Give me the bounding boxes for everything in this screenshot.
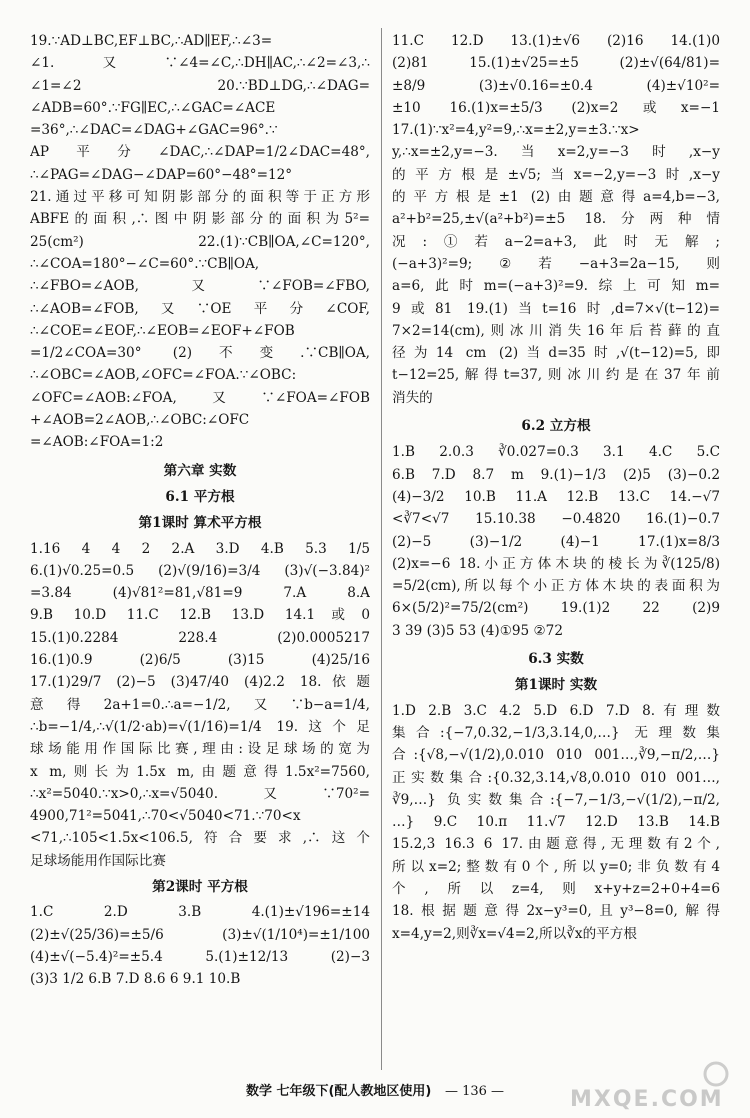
answer-line: 1.16 4 4 2 2.A 3.D 4.B 5.3 1/5 <box>30 540 370 557</box>
answer-line: 合:{√8,−√(1/2),0.010 010 001…,∛9,−π/2,…} <box>392 747 720 764</box>
answer-line: …} 9.C 10.π 11.√7 12.D 13.B 14.B <box>392 814 720 831</box>
answer-line: (3)3 1/2 6.B 7.D 8.6 6 9.1 10.B <box>30 971 241 988</box>
section-title-6-2: 6.2 立方根 <box>521 418 591 435</box>
answer-line: =5/2(cm),所以每个小正方体木块的表面积为 <box>392 578 720 595</box>
lesson-title-6-3: 第1课时 实数 <box>514 677 598 694</box>
answer-line: ∴∠OBC=∠AOB,∠OFC=∠FOA.∵∠OBC: <box>30 367 297 384</box>
answer-line: 17.(1)29/7 (2)−5 (3)47/40 (4)2.2 18.依题 <box>30 674 370 691</box>
answer-line: 球场能用作国际比赛,理由:设足球场的宽为 <box>30 741 370 758</box>
section-title-6-1: 6.1 平方根 <box>165 488 235 505</box>
answer-line: ±10 16.(1)x=±5/3 (2)x=2或x=−1 <box>392 99 720 116</box>
answer-line: ∛9,…} 负实数集合:{−7,−1/3,−√(1/2),−π/2, <box>392 791 720 808</box>
chapter-title: 第六章 实数 <box>163 462 237 479</box>
watermark-logo <box>566 1060 736 1112</box>
answer-line: ∠1.又∵∠4=∠C,∴DH∥AC,∴∠2=∠3,∴ <box>30 55 370 72</box>
answer-line: ∴∠AOB=∠FOB,又∵OE平分∠COF, <box>30 300 370 317</box>
answer-line: ∠1=∠2 20.∵BD⊥DG,∴∠DAG= <box>30 77 370 94</box>
answer-line: 消失的 <box>392 389 433 406</box>
answers-block-f <box>392 700 720 945</box>
answer-line: 9或81 19.(1)当t=16时,d=7×√(t−12)= <box>392 300 720 317</box>
answer-line: (2)−5 (3)−1/2 (4)−1 17.(1)x=8/3 <box>392 533 720 550</box>
answer-line: (−a+3)²=9;②若−a+3=2a−15,则 <box>392 255 720 272</box>
answer-line: (4)−3/2 10.B 11.A 12.B 13.C 14.−√7 <box>392 488 720 505</box>
answer-line: 1.D 2.B 3.C 4.2 5.D 6.D 7.D 8.有理数 <box>392 702 720 719</box>
lesson-title-1: 第1课时 算术平方根 <box>138 515 262 532</box>
answers-block-b <box>30 538 370 872</box>
section-title-6-3: 6.3 实数 <box>528 651 584 668</box>
page-number: — 136 — <box>444 1084 505 1099</box>
answer-line: 19.∵AD⊥BC,EF⊥BC,∴AD∥EF,∴∠3= <box>30 33 273 49</box>
footer-label: 数学 七年级下(配人教地区使用) <box>245 1084 432 1099</box>
left-column <box>30 30 370 990</box>
answer-line: ABFE的面积,∴图中阴影部分的面积为5²= <box>30 211 370 228</box>
answer-line: 17.(1)∵x²=4,y²=9,∴x=±2,y=±3.∵x> <box>392 122 640 139</box>
answer-line: 的平方根是±√5;当x=−2,y=−3时,x−y <box>392 166 720 183</box>
answer-line: 6.B 7.D 8.7 m 9.(1)−1/3 (2)5 (3)−0.2 <box>392 466 720 483</box>
answer-line: t−12=25,解得t=37,则冰川约是在37年前 <box>392 367 720 384</box>
answer-line: 15.(1)0.2284 228.4 (2)0.0005217 <box>30 629 370 646</box>
answer-line: 1.C 2.D 3.B 4.(1)±√196=±14 <box>30 904 370 921</box>
answers-block-a <box>30 30 370 454</box>
answers-block-e <box>392 441 720 642</box>
watermark-icon <box>566 1060 736 1112</box>
answer-line: ±8/9 (3)±√0.16=±0.4 (4)±√10²= <box>392 77 720 94</box>
answer-line: =1/2∠COA=30° (2)不变.∵CB∥OA, <box>30 345 370 362</box>
answer-line: (2)±√(25/36)=±5/6 (3)±√(1/10⁴)=±1/100 <box>30 926 370 943</box>
answer-line: 1.B 2.0.3 ∛0.027=0.3 3.1 4.C 5.C <box>392 444 720 461</box>
column-divider <box>381 28 382 1070</box>
answer-line: +∠AOB=2∠AOB,∴∠OBC:∠OFC <box>30 412 250 429</box>
answer-line: 11.C 12.D 13.(1)±√6 (2)16 14.(1)0 <box>392 33 720 49</box>
answer-line: 6.(1)√0.25=0.5 (2)√(9/16)=3/4 (3)√(−3.84)² <box>30 562 370 579</box>
answer-line: =36°,∴∠DAC=∠DAG+∠GAC=96°.∵ <box>30 122 278 139</box>
answer-line: x m,则长为1.5x m,由题意得1.5x²=7560, <box>30 763 370 780</box>
answer-line: 个,所以z=4,则x+y+z=2+0+4=6 <box>392 880 720 897</box>
answer-line: (2)x=−6 18.小正方体木块的棱长为∛(125/8) <box>392 555 720 572</box>
answer-line: 6×(5/2)²=75/2(cm²) 19.(1)2 22 (2)9 <box>392 600 720 617</box>
answer-line: 足球场能用作国际比赛 <box>30 852 166 869</box>
answer-line: 集合:{−7,0.32,−1/3,3.14,0,…} 无理数集 <box>392 724 720 741</box>
answer-line: ∴x²=5040.∵x>0,∴x=√5040.又∵70²= <box>30 785 370 802</box>
answer-line: ∴b=−1/4,∴√(1/2·ab)=√(1/16)=1/4 19.这个足 <box>30 718 370 735</box>
answer-line: 正实数集合:{0.32,3.14,√8,0.010 010 001…, <box>392 769 720 786</box>
answer-line: 18.根据题意得2x−y³=0,且y³−8=0,解得 <box>392 903 720 920</box>
answer-line: 9.B 10.D 11.C 12.B 13.D 14.1或0 <box>30 607 370 624</box>
answer-line: =3.84 (4)√81²=81,√81=9 7.A 8.A <box>30 585 370 602</box>
answer-line: 所以x=2;整数有0个,所以y=0;非负数有4 <box>392 858 720 875</box>
answer-line: 4900,71²=5041,∴70<√5040<71.∵70<x <box>30 808 301 825</box>
answer-line: AP平分∠DAC,∴∠DAP=1/2∠DAC=48°, <box>30 144 370 161</box>
answer-line: ∴∠COA=180°−∠C=60°.∵CB∥OA, <box>30 255 260 272</box>
answer-line: 3 39 (3)5 53 (4)①95 ②72 <box>392 622 563 639</box>
answer-line: 16.(1)0.9 (2)6/5 (3)15 (4)25/16 <box>30 652 370 669</box>
answer-line: (2)81 15.(1)±√25=±5 (2)±√(64/81)= <box>392 55 720 72</box>
answer-line: 意得2a+1=0.∴a=−1/2,又∵b−a=1/4, <box>30 696 370 713</box>
watermark-text: MXQE.COM <box>570 1087 724 1112</box>
answer-line: 21.通过平移可知阴影部分的面积等于正方形 <box>30 189 370 206</box>
answer-line: 7×2=14(cm),则冰川消失16年后苔藓的直 <box>392 322 720 339</box>
answer-line: ∠OFC=∠AOB:∠FOA,又∵∠FOA=∠FOB <box>30 389 370 406</box>
answer-line: (4)±√(−5.4)²=±5.4 5.(1)±12/13 (2)−3 <box>30 948 370 965</box>
answer-line: ∴∠PAG=∠DAG−∠DAP=60°−48°=12° <box>30 166 293 183</box>
answer-line: y,∴x=±2,y=−3.当x=2,y=−3时,x−y <box>392 144 720 161</box>
answer-line: 况:①若a−2=a+3,此时无解; <box>392 233 720 250</box>
answer-line: 15.2,3 16.3 6 17.由题意得,无理数有2个, <box>392 836 720 853</box>
lesson-title-2: 第2课时 平方根 <box>152 878 248 895</box>
answer-line: <71,∴105<1.5x<106.5,符合要求,∴这个 <box>30 830 370 847</box>
right-column <box>392 30 720 945</box>
answer-line: x=4,y=2,则∛x=√4=2,所以∛x的平方根 <box>392 925 637 942</box>
answer-line: ∴∠FBO=∠AOB,又∵∠FOB=∠FBO, <box>30 278 370 295</box>
answer-line: a=6,此时m=(−a+3)²=9.综上可知m= <box>392 278 720 295</box>
answer-line: <∛7<√7 15.10.38 −0.4820 16.(1)−0.7 <box>392 511 720 528</box>
answers-block-d <box>392 30 720 409</box>
answer-line: =∠AOB:∠FOA=1:2 <box>30 434 164 451</box>
answer-line: ∠ADB=60°.∵FG∥EC,∴∠GAC=∠ACE <box>30 99 276 116</box>
answer-line: 径为14 cm (2)当d=35时,√(t−12)=5,即 <box>392 345 720 362</box>
answer-line: 的平方根是±1 (2)由题意得a=4,b=−3, <box>392 189 720 206</box>
answer-line: a²+b²=25,±√(a²+b²)=±5 18.分两种情 <box>392 211 720 228</box>
answers-block-c <box>30 901 370 990</box>
answer-line: 25(cm²) 22.(1)∵CB∥OA,∠C=120°, <box>30 233 370 250</box>
answer-line: ∴∠COE=∠EOF,∴∠EOB=∠EOF+∠FOB <box>30 322 295 339</box>
